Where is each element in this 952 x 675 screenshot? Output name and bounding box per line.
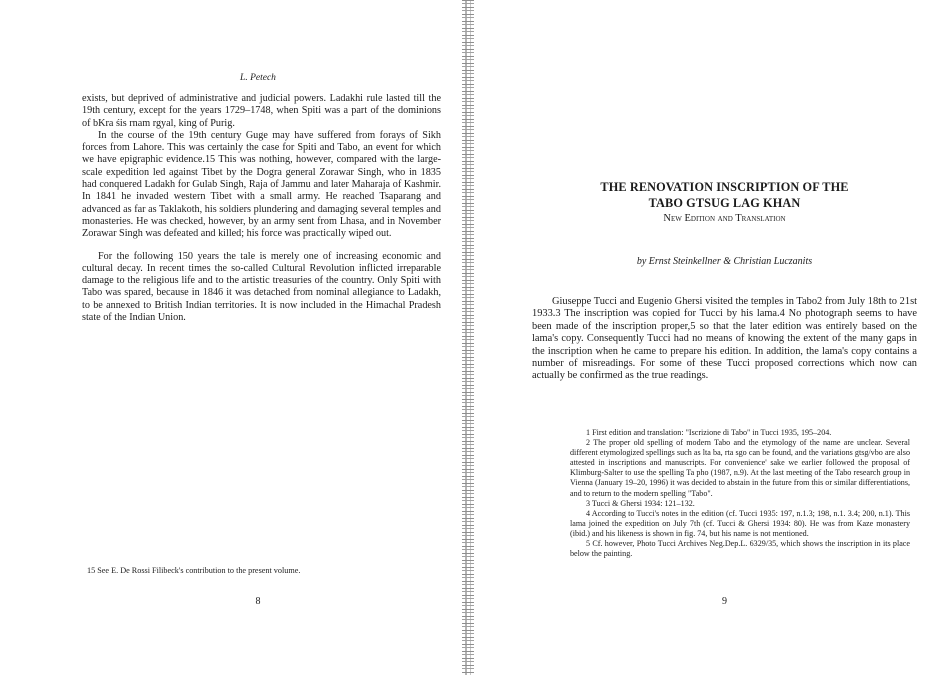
left-paragraph-2: In the course of the 19th century Guge may have suffered from forays of Sikh forces from Lahore. This was certainly the case for Spiti and Tabo, an event for which we have epigraphic evidence.15 This was nothing, however, compared with the large-scale expedition led against Tibet by the Dogra general Zorawar Singh, who in 1835 had conquered Ladakh for Gulab Singh, Raja of Jammu and later Maharaja of Kashmir. In 1841 he invaded western Tibet with a small army. He reached Tsaparang and advanced as far as Taklakoth, his soldiers plundering and damaging several temples and monasteries. He was checked, however, by an army sent from Lhasa, and in November Zorawar Singh was defeated and killed; his force was practically wiped out. (82, 129, 441, 240)
left-page-number: 8 (255, 596, 261, 607)
article-title-line-1: THE RENOVATION INSCRIPTION OF THE (600, 180, 849, 194)
article-byline: by Ernst Steinkellner & Christian Luczanits (636, 256, 813, 267)
article-title (532, 179, 917, 211)
article-title-line-2: TABO GTSUG LAG KHAN (648, 196, 801, 210)
right-page-number: 9 (722, 596, 727, 607)
article-subtitle: New Edition and Translation (663, 213, 786, 224)
right-footnotes (570, 428, 910, 559)
footnote-4: 4 According to Tucci's notes in the edition (cf. Tucci 1935: 197, n.1.3; 198, n.1. 3.4; 200, n.1). This lama joined the expedition on July 7th (cf. Tucci & Ghersi 1934: 80). He was from Kaze monastery (ibid.) and his likeness is shown in fig. 74, but his name is not mentioned. (570, 508, 910, 538)
footnote-2: 2 The proper old spelling of modern Tabo and the etymology of the name are unclear. Several different etymologized spellings such as lta ba, rta sgo can be found, and the variations gtsg/vbo are also attested in inscriptions and manuscripts. For convenience' sake we earlier followed the proposal of Klimburg-Salter to use the spelling Ta pho (1987, n.9). At the last meeting of the Tabo research group in Vienna (January 19–20, 1996) it was decided to abstain in the future from this or similar differentiations, and to return to the modern spelling "Tabo". (570, 438, 910, 498)
running-head: L. Petech (240, 73, 276, 83)
footnote-3: 3 Tucci & Ghersi 1934: 121–132. (586, 498, 695, 508)
footnote-1: 1 First edition and translation: "Iscrizione di Tabo" in Tucci 1935, 195–204. (586, 428, 832, 437)
right-page (532, 0, 917, 675)
footnote-5: 5 Cf. however, Photo Tucci Archives Neg.Dep.L. 6329/35, which shows the inscription in its place below the painting. (570, 539, 910, 559)
left-paragraph-1: exists, but deprived of administrative and judicial powers. Ladakhi rule lasted till the 19th century, except for the years 1729–1748, when Spiti was a part of the dominions of bKra śis rnam rgyal, king of Purig. (82, 93, 441, 129)
left-page (60, 0, 456, 675)
right-body-text (532, 296, 917, 383)
left-body-text (82, 93, 441, 324)
book-gutter (462, 0, 474, 675)
left-footnote: 15 See E. De Rossi Filibeck's contribution to the present volume. (87, 566, 301, 575)
right-paragraph-1: Giuseppe Tucci and Eugenio Ghersi visited the temples in Tabo2 from July 18th to 21st 1933.3 The inscription was copied for Tucci by his lama.4 No photograph seems to have been made of the inscription proper,5 so that the later edition was entirely based on the lama's copy. Consequently Tucci had no means of knowing the extent of the many gaps in the inscription when he came to prepare his edition. In addition, the lama's copy contains a number of misreadings. For some of these Tucci proposed corrections which now can actually be confirmed as the true readings. (532, 296, 917, 382)
left-paragraph-3: For the following 150 years the tale is merely one of increasing economic and cultural decay. In recent times the so-called Cultural Revolution inflicted irreparable damage to the religious life and to the artistic treasuries of the country. Only Spiti with Tabo was spared, because in 1846 it was detached from nominal allegiance to Ladakh, to be annexed to British Indian territories. It is now included in the Himachal Pradesh state of the Indian Union. (82, 250, 441, 324)
